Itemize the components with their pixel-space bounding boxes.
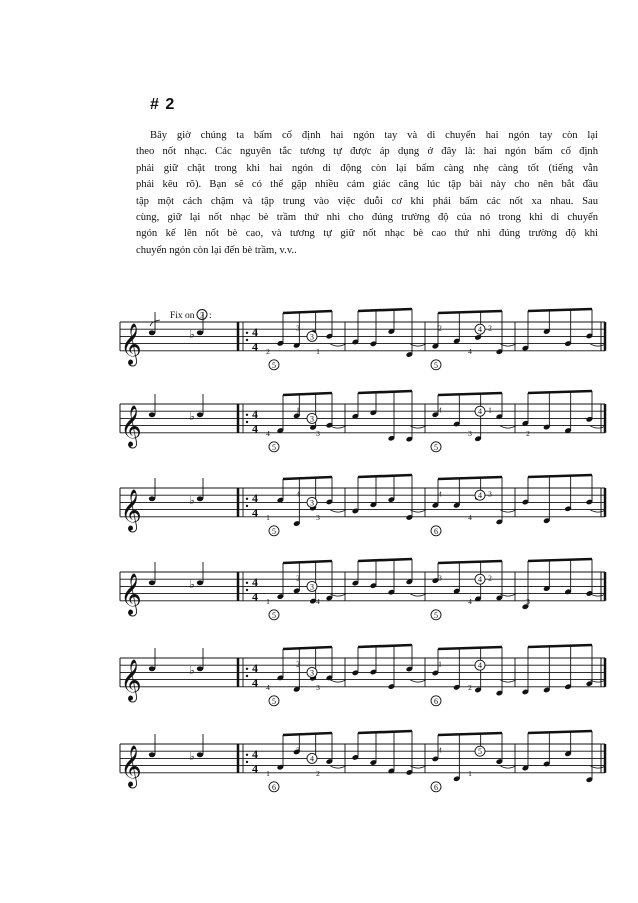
paragraph-line: ngón kế lên nốt bè cao, và tương tự giữ nốt nhạc bè cao thứ nhì đúng trường độ khi xyxy=(136,228,598,240)
note-beam xyxy=(358,645,412,647)
fix-on-label: Fix on xyxy=(170,311,195,321)
string-number: 4 xyxy=(478,575,482,585)
note-head xyxy=(149,412,155,417)
flat-sign: ♭ xyxy=(189,665,195,677)
repeat-dot xyxy=(246,414,248,416)
note-beam xyxy=(528,475,592,477)
note-beam xyxy=(283,561,332,563)
string-number: 5 xyxy=(272,696,276,706)
time-signature-top: 4 xyxy=(252,574,258,589)
staff-system xyxy=(120,391,606,452)
repeat-dot xyxy=(246,498,248,500)
note-beam xyxy=(528,559,592,561)
flat-sign: ♭ xyxy=(189,579,195,591)
fingering-number: 1 xyxy=(266,768,270,778)
fingering-number: 4 xyxy=(296,489,300,499)
paragraph-line: phải giữ chặt trong khi hai ngón di động còn lại bấm càng nhẹ càng tốt (tiếng vẫn xyxy=(136,162,598,174)
note-beam xyxy=(358,475,412,477)
note-beam xyxy=(528,731,592,733)
paragraph-line: cùng, giữ lại nốt nhạc bè trầm thứ nhì cho đúng trường độ của nó trong khi di chuyển xyxy=(136,212,598,224)
fingering-number: 3 xyxy=(316,428,320,438)
repeat-dot xyxy=(246,761,248,763)
treble-clef: 𝄞 xyxy=(120,745,142,786)
note-beam xyxy=(438,561,502,563)
note-beam xyxy=(528,391,592,393)
fingering-number: 2 xyxy=(488,323,492,333)
note-beam xyxy=(438,393,502,395)
string-number: 5 xyxy=(272,610,276,620)
time-signature-top: 4 xyxy=(252,406,258,421)
repeat-dot xyxy=(246,754,248,756)
note-head xyxy=(149,752,155,757)
fingering-number: 4 xyxy=(468,596,472,606)
fingering-number: 3 xyxy=(526,596,530,606)
string-number: 4 xyxy=(478,407,482,417)
fingering-number: 2 xyxy=(296,573,300,583)
repeat-dot xyxy=(246,332,248,334)
staff-system xyxy=(120,731,606,792)
note-beam xyxy=(358,309,412,311)
flat-sign: ♭ xyxy=(189,411,195,423)
time-signature-top: 4 xyxy=(252,660,258,675)
note-head xyxy=(149,330,155,335)
flat-sign: ♭ xyxy=(189,329,195,341)
fingering-number: 1 xyxy=(266,596,270,606)
fingering-number: 4 xyxy=(316,596,320,606)
note-head xyxy=(197,666,203,671)
fingering-number: 1 xyxy=(488,405,492,415)
paragraph-line: theo nốt nhạc. Các nguyên tắc tương tự được áp dụng ở đây là: hai ngón bấm cố định xyxy=(136,146,598,158)
note-head xyxy=(149,666,155,671)
time-signature-bottom: 4 xyxy=(252,675,258,690)
fix-string-number: 3 xyxy=(200,311,204,320)
string-number: 3 xyxy=(310,498,314,508)
paragraph-line: tập một cách chậm và tập trung vào việc duỗi cơ khi phải bấm các nốt xa nhau. Sau xyxy=(136,195,598,207)
treble-clef: 𝄞 xyxy=(120,573,142,614)
note-beam xyxy=(283,311,332,313)
string-number: 5 xyxy=(272,442,276,452)
paragraph-line: chuyển ngón còn lại đến bè trầm, v.v.. xyxy=(136,244,297,256)
fingering-number: 3 xyxy=(316,682,320,692)
time-signature-top: 4 xyxy=(252,490,258,505)
note-beam xyxy=(358,731,412,733)
treble-clef: 𝄞 xyxy=(120,405,142,446)
string-number: 3 xyxy=(310,582,314,592)
note-head xyxy=(149,580,155,585)
fingering-number: 4 xyxy=(438,745,442,755)
string-number: 5 xyxy=(272,526,276,536)
note-head xyxy=(197,330,203,335)
fix-on-colon: : xyxy=(209,311,212,321)
repeat-dot xyxy=(246,668,248,670)
fingering-number: 2 xyxy=(316,768,320,778)
fingering-number: 4 xyxy=(438,405,442,415)
note-beam xyxy=(438,733,502,735)
note-beam xyxy=(358,559,412,561)
fingering-number: 4 xyxy=(468,512,472,522)
fingering-number: 3 xyxy=(438,573,442,583)
fingering-number: 2 xyxy=(468,682,472,692)
string-number: 5 xyxy=(478,747,482,757)
fingering-number: 3 xyxy=(296,323,300,333)
fingering-number: 3 xyxy=(296,745,300,755)
time-signature-bottom: 4 xyxy=(252,505,258,520)
string-number: 4 xyxy=(478,325,482,335)
string-number: 4 xyxy=(478,491,482,501)
note-head xyxy=(149,496,155,501)
note-beam xyxy=(438,477,502,479)
string-number: 5 xyxy=(434,360,438,370)
fingering-number: 2 xyxy=(266,346,270,356)
repeat-dot xyxy=(246,582,248,584)
staff-system xyxy=(120,559,606,620)
repeat-dot xyxy=(246,339,248,341)
note-head xyxy=(197,752,203,757)
time-signature-bottom: 4 xyxy=(252,339,258,354)
flat-sign: ♭ xyxy=(189,495,195,507)
fingering-number: 4 xyxy=(266,682,270,692)
fingering-number: 2 xyxy=(438,323,442,333)
flat-sign: ♭ xyxy=(189,751,195,763)
string-number: 5 xyxy=(434,442,438,452)
treble-clef: 𝄞 xyxy=(120,489,142,530)
string-number: 3 xyxy=(310,414,314,424)
treble-clef: 𝄞 xyxy=(120,659,142,700)
string-number: 4 xyxy=(310,754,314,764)
repeat-dot xyxy=(246,675,248,677)
string-number: 6 xyxy=(272,782,276,792)
note-beam xyxy=(283,393,332,395)
fingering-number: 1 xyxy=(468,768,472,778)
note-head xyxy=(197,412,203,417)
fingering-number: 2 xyxy=(488,573,492,583)
staff-system xyxy=(120,645,606,706)
note-beam xyxy=(283,477,332,479)
repeat-dot xyxy=(246,505,248,507)
note-beam xyxy=(438,647,502,649)
fingering-number: 4 xyxy=(438,489,442,499)
note-head xyxy=(197,580,203,585)
time-signature-top: 4 xyxy=(252,746,258,761)
fingering-number: 3 xyxy=(316,512,320,522)
time-signature-bottom: 4 xyxy=(252,589,258,604)
note-beam xyxy=(283,733,332,735)
time-signature-bottom: 4 xyxy=(252,761,258,776)
string-number: 4 xyxy=(478,661,482,671)
string-number: 6 xyxy=(434,782,438,792)
fingering-number: 1 xyxy=(316,346,320,356)
note-beam xyxy=(438,311,502,313)
string-number: 5 xyxy=(434,610,438,620)
string-number: 6 xyxy=(434,526,438,536)
note-beam xyxy=(528,309,592,311)
time-signature-bottom: 4 xyxy=(252,421,258,436)
repeat-dot xyxy=(246,589,248,591)
string-number: 5 xyxy=(272,360,276,370)
fingering-number: 3 xyxy=(468,428,472,438)
note-beam xyxy=(528,645,592,647)
fingering-number: 1 xyxy=(438,659,442,669)
fingering-number: 2 xyxy=(296,659,300,669)
fingering-number: 4 xyxy=(468,346,472,356)
fingering-number: 1 xyxy=(296,405,300,415)
time-signature-top: 4 xyxy=(252,324,258,339)
note-beam xyxy=(283,647,332,649)
note-beam xyxy=(358,391,412,393)
string-number: 3 xyxy=(310,332,314,342)
note-head xyxy=(197,496,203,501)
paragraph-line: phải kêu rõ). Bạn sẽ có thể gặp nhiều cảm giác căng lúc tập bài này cho nên bắt đầu xyxy=(136,179,598,191)
fingering-number: 1 xyxy=(266,512,270,522)
paragraph-line: Bây giờ chúng ta bấm cố định hai ngón tay và di chuyển hai ngón tay còn lại xyxy=(150,130,598,141)
fingering-number: 4 xyxy=(266,428,270,438)
exercise-heading: # 2 xyxy=(150,96,176,113)
treble-clef: 𝄞 xyxy=(120,323,142,364)
fingering-number: 3 xyxy=(488,489,492,499)
string-number: 3 xyxy=(310,668,314,678)
staff-system xyxy=(120,475,606,536)
repeat-dot xyxy=(246,421,248,423)
string-number: 6 xyxy=(434,696,438,706)
fingering-number: 2 xyxy=(526,428,530,438)
